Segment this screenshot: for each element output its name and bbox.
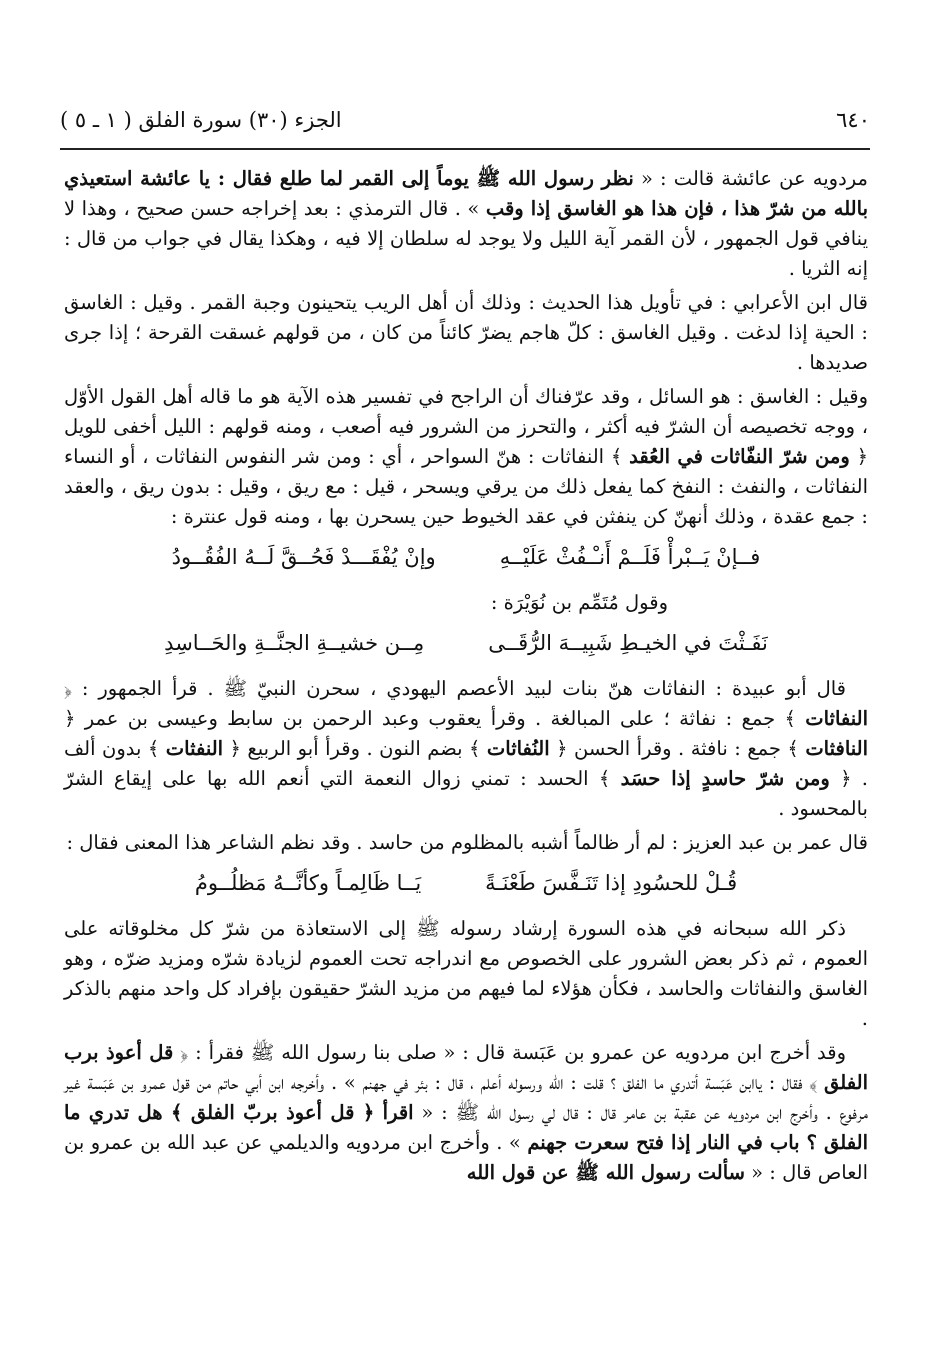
verse-first-hemistich: قُـلْ للحسُودِ إذا تَنَـفَّسَ طَعْنَـةً	[485, 871, 738, 895]
paragraph-4: قال أبو عبيدة : النفاثات هنّ بنات لبيد الأعصم اليهودي ، سحرن النبيّ ﷺ . قرأ الجمهور : ﴿ النفاثات ﴾ جمع : نفاثة ؛ على المبالغة . وقرأ يعقوب وعبد الرحمن بن سابط وعيسى بن عمر ﴿ النافثات ﴾ جمع : نافثة . وقرأ الحسن ﴿ النُفاثات ﴾ بضم النون . وقرأ أبو الربيع ﴿ النفثات ﴾ بدون ألف . ﴿ ومن شرّ حاسدٍ إذا حسَد ﴾ الحسد : تمني زوال النعمة التي أنعم الله بها على إيقاع الشرّ بالمحسود .	[64, 677, 869, 820]
verse-intro: وقول مُتَمِّم بن نُوَيْرَة :	[490, 591, 668, 614]
verse-first-hemistich: فــإنْ يَــبْرأْ فَلَــمْ أَنـْـفُثْ عَلَيْــهِ	[499, 545, 761, 569]
verse-second-hemistich: مِــن خشيــةِ الجنَّــةِ والحَــاسِدِ	[164, 631, 425, 655]
paragraph-3: وقيل : الغاسق : هو السائل ، وقد عرّفناك أن الراجح في تفسير هذه الآية هو ما قاله أهل القول الأوّل ، ووجه تخصيصه أن الشرّ فيه أكثر ، والتحرز من الشرور فيه أصعب ، ومنه قولهم : الليل أخفى للويل ﴿ ومن شرّ النفّاثات في العُقد ﴾ النفاثات : هنّ السواحر ، أي : ومن شر النفوس النفاثات ، أو النساء النفاثات ، والنفث : النفخ كما يفعل ذلك من يرقي ويسحر ، قيل : مع ريق ، وقيل : بدون ريق ، والعقد : جمع عقدة ، وذلك أنهنّ كن ينفثن في عقد الخيوط حين يسحرن بها ، ومنه قول عنترة :	[64, 385, 869, 528]
paragraph-5: قال عمر بن عبد العزيز : لم أر ظالماً أشبه بالمظلوم من حاسد . وقد نظم الشاعر هذا المعنى فقال :	[66, 831, 868, 854]
page-body	[64, 164, 868, 1192]
paragraph-7: وقد أخرج ابن مردويه عن عمرو بن عَبَسة قال : « صلى بنا رسول الله ﷺ فقرأ : ﴿ قل أعوذ برب الفلق ﴾ فقال : ياابن عَبَسة أتدري ما الفلق ؟ قلت : الله ورسوله أعلم ، قال : بئر في جهنم » . وأخرجه ابن أبي حاتم من قول عمرو بن عَبَسة غير مرفوع . وأخرج ابن مردويه عن عقبة بن عامر قال : قال لي رسول الله ﷺ : « اقرأ ﴿ قل أعوذ بربّ الفلق ﴾ هل تدري ما الفلق ؟ باب في النار إذا فتح سعرت جهنم » . وأخرج ابن مردويه والديلمي عن عبد الله بن عمرو بن العاص قال : « سألت رسول الله ﷺ عن قول الله	[64, 1041, 868, 1184]
poem-verse-envier	[64, 868, 868, 898]
paragraph-1: مردويه عن عائشة قالت : « نظر رسول الله ﷺ يوماً إلى القمر لما طلع فقال : يا عائشة استعيذي بالله من شرّ هذا ، فإن هذا هو الغاسق إذا وقب » . قال الترمذي : بعد إخراجه حسن صحيح ، وهذا لا ينافي قول الجمهور ، لأن القمر آية الليل ولا يوجد له سلطان إلا فيه ، وهكذا يقال في جواب من قال : إنه الثريا .	[64, 167, 868, 280]
paragraph-2: قال ابن الأعرابي : في تأويل هذا الحديث : وذلك أن أهل الريب يتحينون وجبة القمر . وقيل : الغاسق : الحية إذا لدغت . وقيل الغاسق : كلّ هاجم يضرّ كائناً من كان ، من قولهم غسقت القرحة ؛ إذا جرى صديدها .	[64, 291, 868, 374]
poem-verse-mutammim	[64, 628, 868, 658]
verse-quote: ومن شرّ النفّاثات في العُقد	[629, 445, 850, 468]
page-number: ٦٤٠	[836, 108, 870, 132]
header-rule	[60, 148, 870, 150]
hadith-quote: نظر رسول الله ﷺ يوماً إلى القمر لما طلع فقال : يا عائشة استعيذي بالله من شرّ هذا ، فإن هذا هو الغاسق إذا وقب	[64, 167, 868, 220]
page-header	[60, 108, 870, 142]
verse-second-hemistich: يَــا ظَالِمـاً وكأنَّــهُ مَظلُــومُ	[194, 871, 422, 895]
poem-verse-antara	[64, 542, 868, 572]
verse-second-hemistich: وإنْ يُفْقَـــدْ فَحُــقَّ لَــهُ الفُقُــودُ	[171, 545, 436, 569]
running-title: الجزء (٣٠) سورة الفلق ( ١ ـ ٥ )	[60, 108, 342, 132]
paragraph-6: ذكر الله سبحانه في هذه السورة إرشاد رسوله ﷺ إلى الاستعاذة من شرّ كل مخلوقاته على العموم ، ثم ذكر بعض الشرور على الخصوص مع اندراجه تحت العموم لزيادة شرّه ومزيد ضرّه ، وهو الغاسق والنفاثات والحاسد ، فكأن هؤلاء لما فيهم من مزيد الشرّ حقيقون بإفراد كل واحد منهم بالذكر .	[64, 917, 868, 1030]
verse-first-hemistich: نَفَـثْتَ في الخيـطِ شَبِيــهَ الرُّقَــى	[488, 631, 768, 655]
